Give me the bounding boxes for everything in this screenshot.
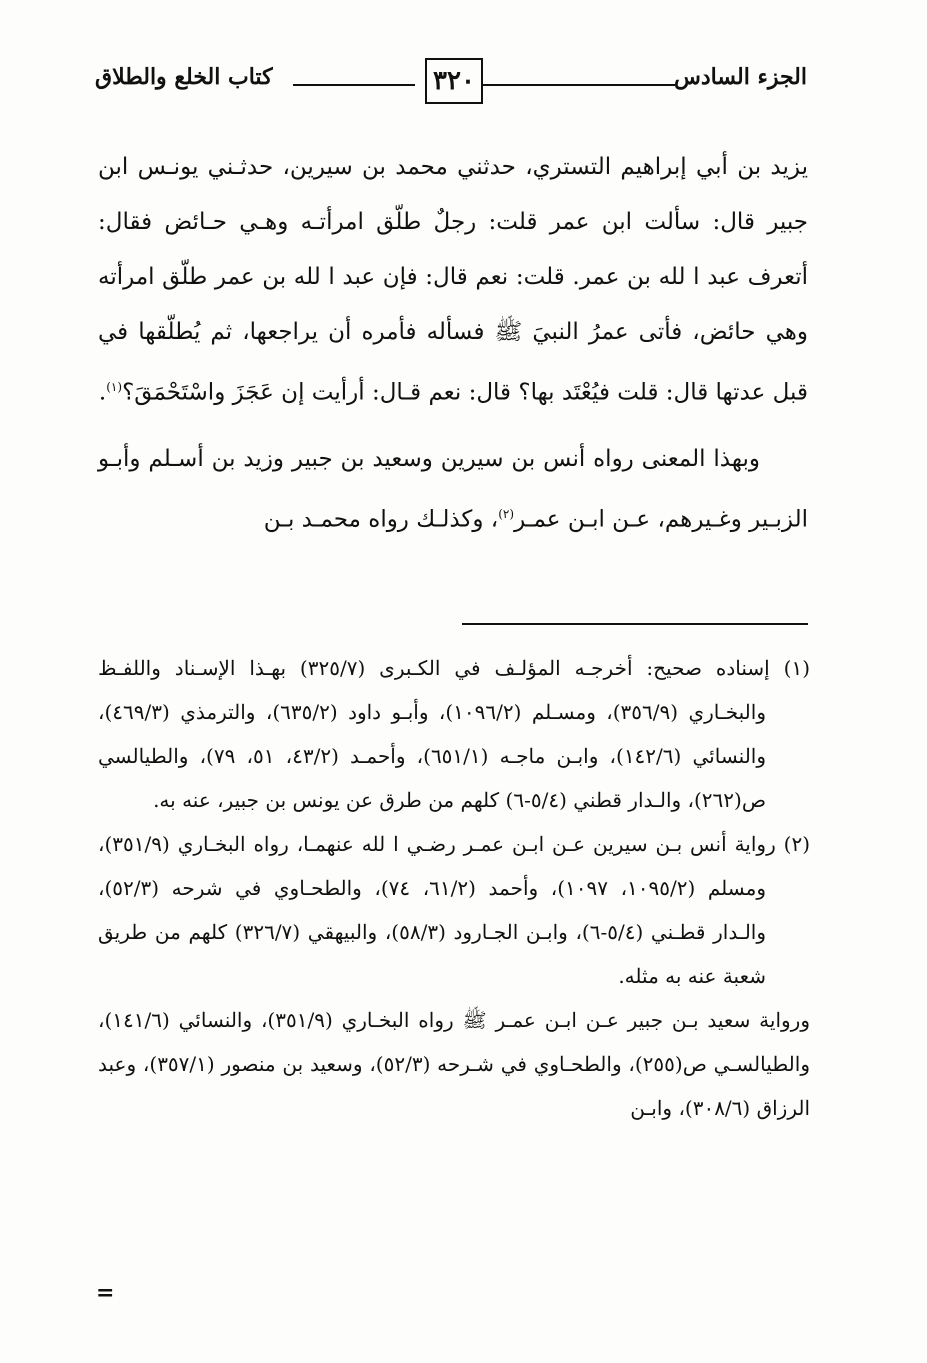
main-paragraph-1: يزيد بن أبي إبراهيم التستري، حدثني محمد بن سيرين، حدثـني يونـس ابن جبير قال: سألت ابن عمر قلت: رجلٌ طلّق امرأتـه وهـي حـائض فقال: أتعرف عبد ا لله بن عمر. قلت: نعم قال: فإن عبد ا لله بن عمر طلّق امرأته وهي حائض، فأتى عمرُ النبيَ ﷺ فسأله فأمره أن يراجعها، ثم يُطلّقها في قبل عدتها قال: قلت فيُعْتَد بها؟ قال: نعم قـال: أرأيت إن عَجَزَ واسْتَحْمَقَ؟$^{(١)}$.	[98, 154, 808, 406]
footnote-ref-1: (١)	[106, 380, 123, 394]
page-header	[95, 58, 807, 110]
header-rule-left	[293, 84, 415, 86]
continuation-mark: =	[96, 1280, 115, 1306]
volume-label: الجزء السادس	[674, 64, 807, 90]
footnote-1: (١) إسناده صحيح: أخرجـه المؤلـف في الكـبرى (٣٢٥/٧) بهـذا الإسـناد واللفـظ والبخـاري (٣٥٦/٩)، ومسـلم (١٠٩٦/٢)، وأبـو داود (٦٣٥/٢)، والترمذي (٤٦٩/٣)، والنسائي (١٤٢/٦)، وابـن ماجـه (٦٥١/١)، وأحمـد (٤٣/٢، ٥١، ٧٩)، والطيالسي ص(٢٦٢)، والـدار قطني (٥/٤-٦) كلهم من طرق عن يونس بن جبير، عنه به.	[98, 656, 810, 812]
book-title: كتاب الخلع والطلاق	[95, 64, 273, 90]
footnote-ref-2: (٢)	[498, 506, 515, 521]
footnote-2-continued: ورواية سعيد بـن جبير عـن ابـن عمـر ﷺ رواه البخـاري (٣٥١/٩)، والنسائي (١٤١/٦)، والطيالسـي ص(٢٥٥)، والطحـاوي في شـرحه (٥٢/٣)، وسعيد بن منصور (٣٥٧/١)، وعبد الرزاق (٣٠٨/٦)، وابـن	[98, 1008, 810, 1120]
footnote-2: (٢) رواية أنس بـن سيرين عـن ابـن عمـر رضـي ا لله عنهمـا، رواه البخـاري (٣٥١/٩)، ومسلم (١٠٩٥/٢، ١٠٩٧)، وأحمد (٦١/٢، ٧٤)، والطحـاوي في شرحه (٥٢/٣)، والـدار قطـني (٥/٤-٦)، وابـن الجـارود (٥٨/٣)، والبيهقي (٣٢٦/٧) كلهم من طريق شعبة عنه به مثله.	[98, 832, 810, 988]
header-rule-right	[482, 84, 675, 86]
footnote-separator	[462, 623, 808, 625]
page-number-box: ٣٢٠	[425, 58, 483, 104]
main-paragraph-2: وبهذا المعنى رواه أنس بن سيرين وسعيد بن جبير وزيد بن أسـلم وأبـو الزبـير وغـيرهم، عـن ابـن عمـر$^{(٢)}$، وكذلـك رواه محمـد بـن	[98, 445, 808, 533]
footnotes	[98, 646, 810, 1130]
main-text	[98, 140, 808, 547]
